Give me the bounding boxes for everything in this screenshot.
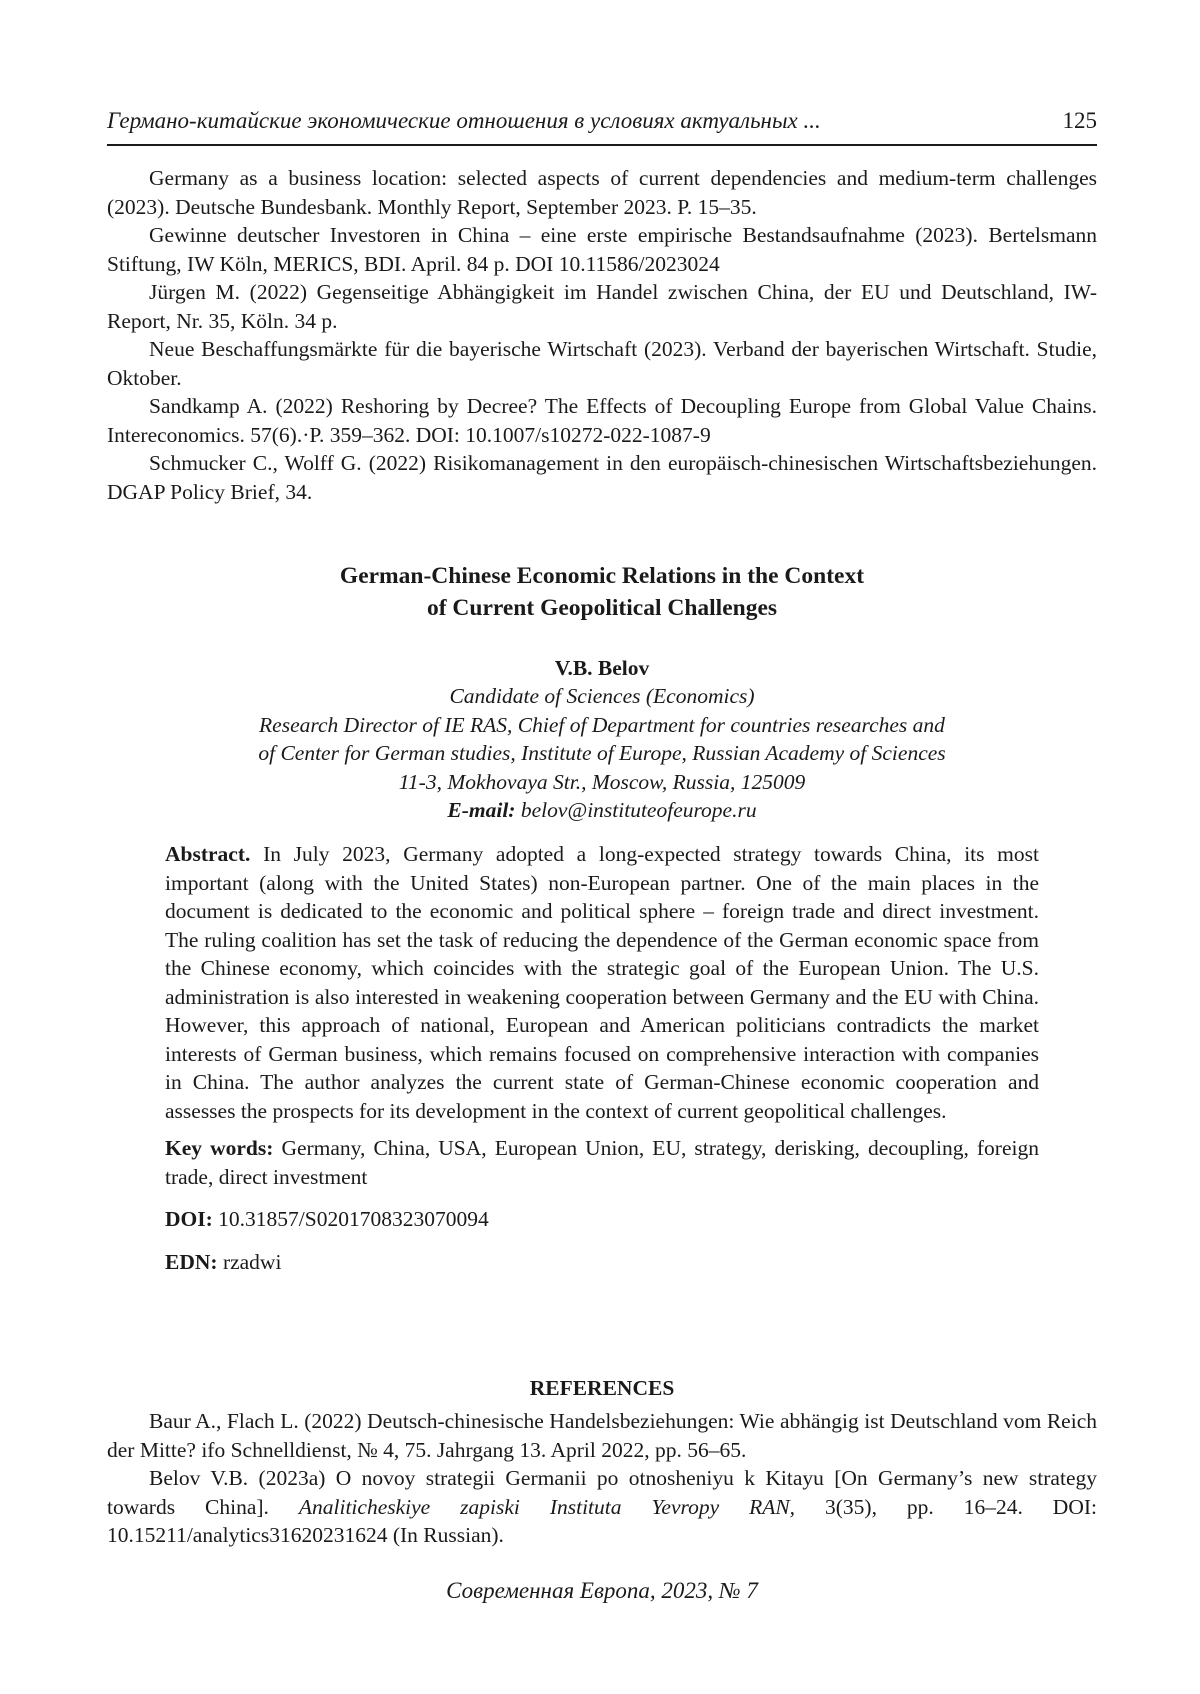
article-header	[107, 560, 1097, 825]
author-degree: Candidate of Sciences (Economics)	[449, 684, 755, 708]
author-address: 11-3, Mokhovaya Str., Moscow, Russia, 125009	[398, 769, 806, 794]
reference-item: Sandkamp A. (2022) Reshoring by Decree? The Effects of Decoupling Europe from Global Value Chains. Intereconomics. 57(6).·P. 359–362. DOI: 10.1007/s10272-022-1087-9	[107, 394, 1097, 447]
article-title-line-1: German-Chinese Economic Relations in the Context	[339, 563, 865, 589]
reference-journal: Analiticheskiye zapiski Instituta Yevropy RAN,	[298, 1494, 796, 1519]
article-title-line-2: of Current Geopolitical Challenges	[426, 595, 778, 621]
email-link[interactable]: belov@instituteofeurope.ru	[520, 798, 757, 822]
edn-value: rzadwi	[222, 1249, 282, 1274]
reference-item: Gewinne deutscher Investoren in China – eine erste empirische Bestandsaufnahme (2023). Bertelsmann Stiftung, IW Köln, MERICS, BDI. April. 84 p. DOI 10.11586/2023024	[107, 223, 1097, 276]
abstract-label: Abstract.	[165, 842, 251, 866]
edn	[165, 1248, 1039, 1277]
keywords-text: Germany, China, USA, European Union, EU, strategy, derisking, decoupling, foreign trade, direct investment	[165, 1136, 1039, 1189]
reference-tail: 3(35), pp. 16–24. DOI: 10.15211/analytics31620231624 (In Russian).	[107, 1494, 1097, 1547]
email-label: E-mail:	[447, 798, 516, 822]
reference-item: Germany as a business location: selected aspects of current dependencies and medium-term challenges (2023). Deutsche Bundesbank. Monthly Report, September 2023. P. 15–35.	[107, 166, 1097, 219]
reference-item: Neue Beschaffungsmärkte für die bayerische Wirtschaft (2023). Verband der bayerischen Wirtschaft. Studie, Oktober.	[107, 337, 1097, 390]
reference-item: Baur A., Flach L. (2022) Deutsch-chinesische Handelsbeziehungen: Wie abhängig ist Deutschland vom Reich der Mitte? ifo Schnelldienst, № 4, 75. Jahrgang 13. April 2022, pp. 56–65.	[107, 1409, 1097, 1462]
abstract-block	[165, 840, 1039, 1276]
keywords	[165, 1134, 1039, 1191]
author-email	[107, 796, 1097, 825]
reference-list	[107, 1407, 1097, 1550]
references-heading: REFERENCES	[529, 1376, 675, 1400]
keywords-label: Key words:	[165, 1136, 274, 1160]
reference-item	[107, 1464, 1097, 1550]
doi	[165, 1205, 1039, 1234]
author-position-line-2: of Center for German studies, Institute of Europe, Russian Academy of Sciences	[258, 741, 946, 765]
article-title	[107, 560, 1097, 624]
author-name: V.B. Belov	[554, 656, 650, 680]
edn-label: EDN:	[165, 1249, 218, 1274]
abstract	[165, 840, 1039, 1125]
abstract-text: In July 2023, Germany adopted a long-expected strategy towards China, its most important (along with the United States) non-European partner. One of the main places in the document is dedicated to the economic and political sphere – foreign trade and direct investment. The ruling coalition has set the task of reducing the dependence of the German economic space from the Chinese economy, which coincides with the strategic goal of the European Union. The U.S. administration is also interested in weakening cooperation between Germany and the EU with China. However, this approach of national, European and American politicians contradicts the market interests of German business, which remains focused on comprehensive interaction with companies in China. The author analyzes the current state of German-Chinese economic cooperation and assesses the prospects for its development in the context of current geopolitical challenges.	[165, 842, 1039, 1123]
doi-label: DOI:	[165, 1207, 213, 1231]
reference-item: Jürgen M. (2022) Gegenseitige Abhängigkeit im Handel zwischen China, der EU und Deutschland, IW-Report, Nr. 35, Köln. 34 p.	[107, 280, 1097, 333]
running-header	[107, 104, 1097, 146]
doi-value: 10.31857/S0201708323070094	[218, 1207, 489, 1231]
author-position-line-1: Research Director of IE RAS, Chief of Department for countries researches and	[259, 712, 945, 737]
reference-item: Schmucker C., Wolff G. (2022) Risikomanagement in den europäisch-chinesischen Wirtschaftsbeziehungen. DGAP Policy Brief, 34.	[107, 451, 1097, 504]
journal-footer: Современная Европа, 2023, № 7	[446, 1578, 758, 1603]
reference-list-continued	[107, 164, 1097, 506]
reference-lead: Belov V.B. (2023a) O novoy strategii Germanii po otnosheniyu k Kitayu [On Germany’s new strategy towards China].	[107, 1466, 1097, 1519]
page-number: 125	[1062, 108, 1097, 133]
running-title: Германо-китайские экономические отношения в условиях актуальных ...	[107, 108, 821, 133]
journal-page	[107, 0, 1097, 1694]
